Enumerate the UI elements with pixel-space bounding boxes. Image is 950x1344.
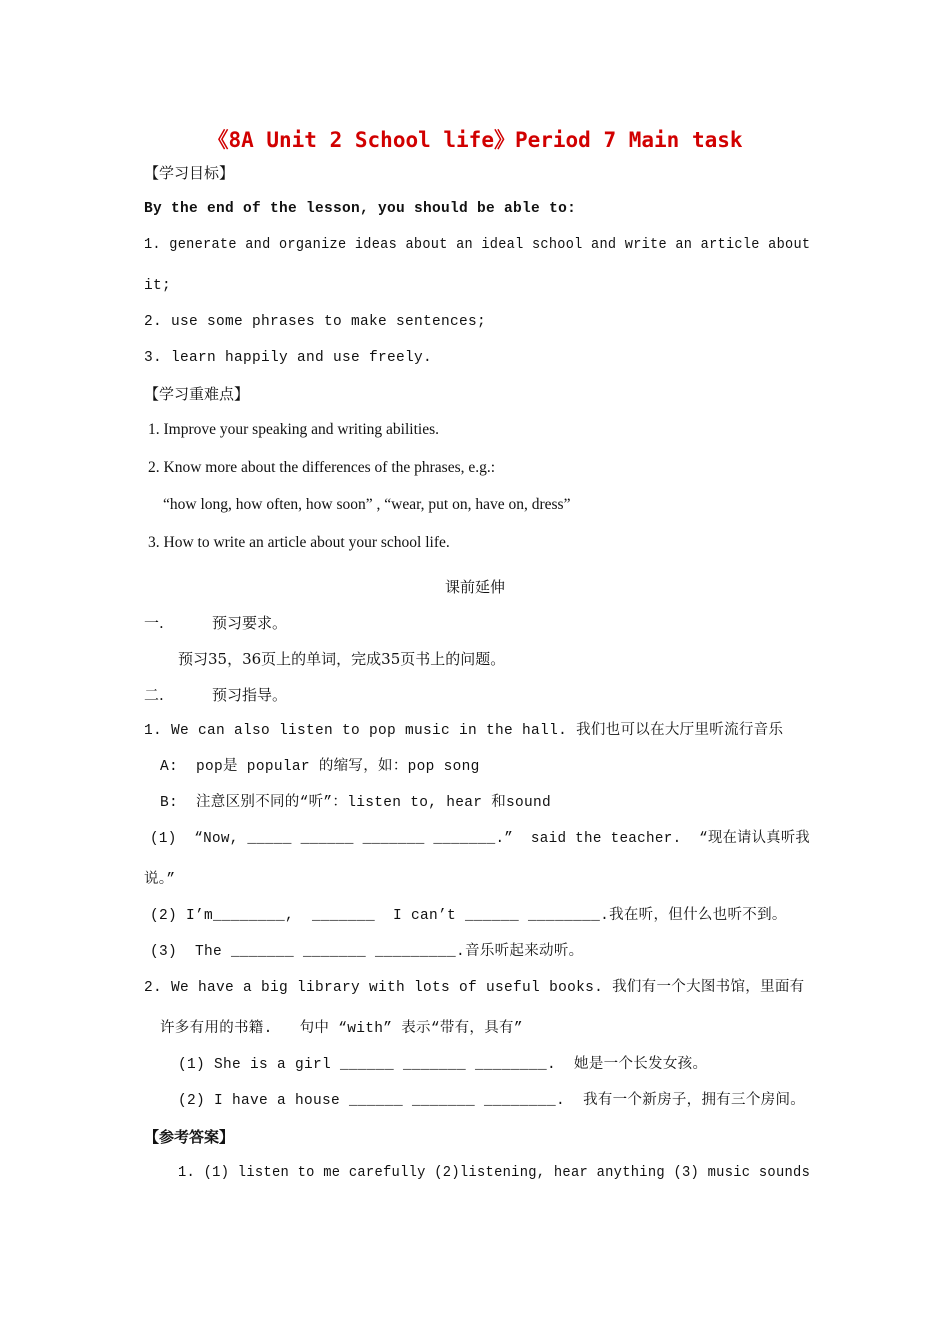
preview-req-number: 一.	[144, 614, 164, 632]
q1-exercise-1-cont: 说。”	[144, 872, 176, 888]
answers-line-1: 1. (1) listen to me carefully (2)listening, hear anything (3) music sounds	[178, 1165, 811, 1181]
q2-exercise-1: (1) She is a girl ______ _______ ________. 她是一个长发女孩。	[178, 1057, 708, 1073]
objectives-heading: 【学习目标】	[144, 164, 235, 182]
objective-item-1: 1. generate and organize ideas about an ideal school and write an article about	[144, 237, 811, 253]
document-title: 《8A Unit 2 School life》Period 7 Main task	[207, 128, 743, 152]
key-points-heading: 【学习重难点】	[144, 385, 250, 403]
q1-exercise-3: (3) The _______ _______ _________.音乐听起来动听。	[150, 944, 584, 960]
answers-heading: 【参考答案】	[144, 1128, 235, 1146]
q1-exercise-2: (2) I’m________, _______ I can’t ______ ________.我在听，但什么也听不到。	[150, 908, 787, 924]
preview-heading: 课前延伸	[444, 578, 505, 596]
key-point-3: 3. How to write an article about your school life.	[148, 534, 450, 551]
q1-sentence: 1. We can also listen to pop music in the hall. 我们也可以在大厅里听流行音乐	[144, 723, 784, 739]
q2-sentence-cont: 许多有用的书籍. 句中 “with” 表示“带有，具有”	[160, 1021, 523, 1037]
objective-item-3: 3. learn happily and use freely.	[144, 350, 433, 366]
objectives-intro: By the end of the lesson, you should be able to:	[144, 201, 577, 217]
q1-note-b: B: 注意区别不同的“听”：listen to, hear 和sound	[160, 795, 552, 811]
objective-item-2: 2. use some phrases to make sentences;	[144, 314, 487, 330]
objective-item-1-cont: it;	[144, 278, 172, 294]
key-point-2-examples: “how long, how often, how soon” , “wear, put on, have on, dress”	[163, 496, 571, 513]
preview-guide-number: 二.	[144, 686, 164, 704]
q2-sentence: 2. We have a big library with lots of useful books. 我们有一个大图书馆，里面有	[144, 980, 805, 996]
key-point-1: 1. Improve your speaking and writing abilities.	[148, 421, 439, 438]
q1-note-a: A: pop是 popular 的缩写，如：pop song	[160, 759, 480, 775]
preview-guide-label: 预习指导。	[212, 686, 288, 704]
preview-req-text: 预习35，36页上的单词，完成35页书上的问题。	[178, 650, 506, 668]
q1-exercise-1: (1) “Now, _____ ______ _______ _______.” said the teacher. “现在请认真听我	[150, 831, 810, 847]
q2-exercise-2: (2) I have a house ______ _______ ________. 我有一个新房子，拥有三个房间。	[178, 1093, 806, 1109]
key-point-2: 2. Know more about the differences of the phrases, e.g.:	[148, 459, 496, 476]
preview-req-label: 预习要求。	[212, 614, 288, 632]
